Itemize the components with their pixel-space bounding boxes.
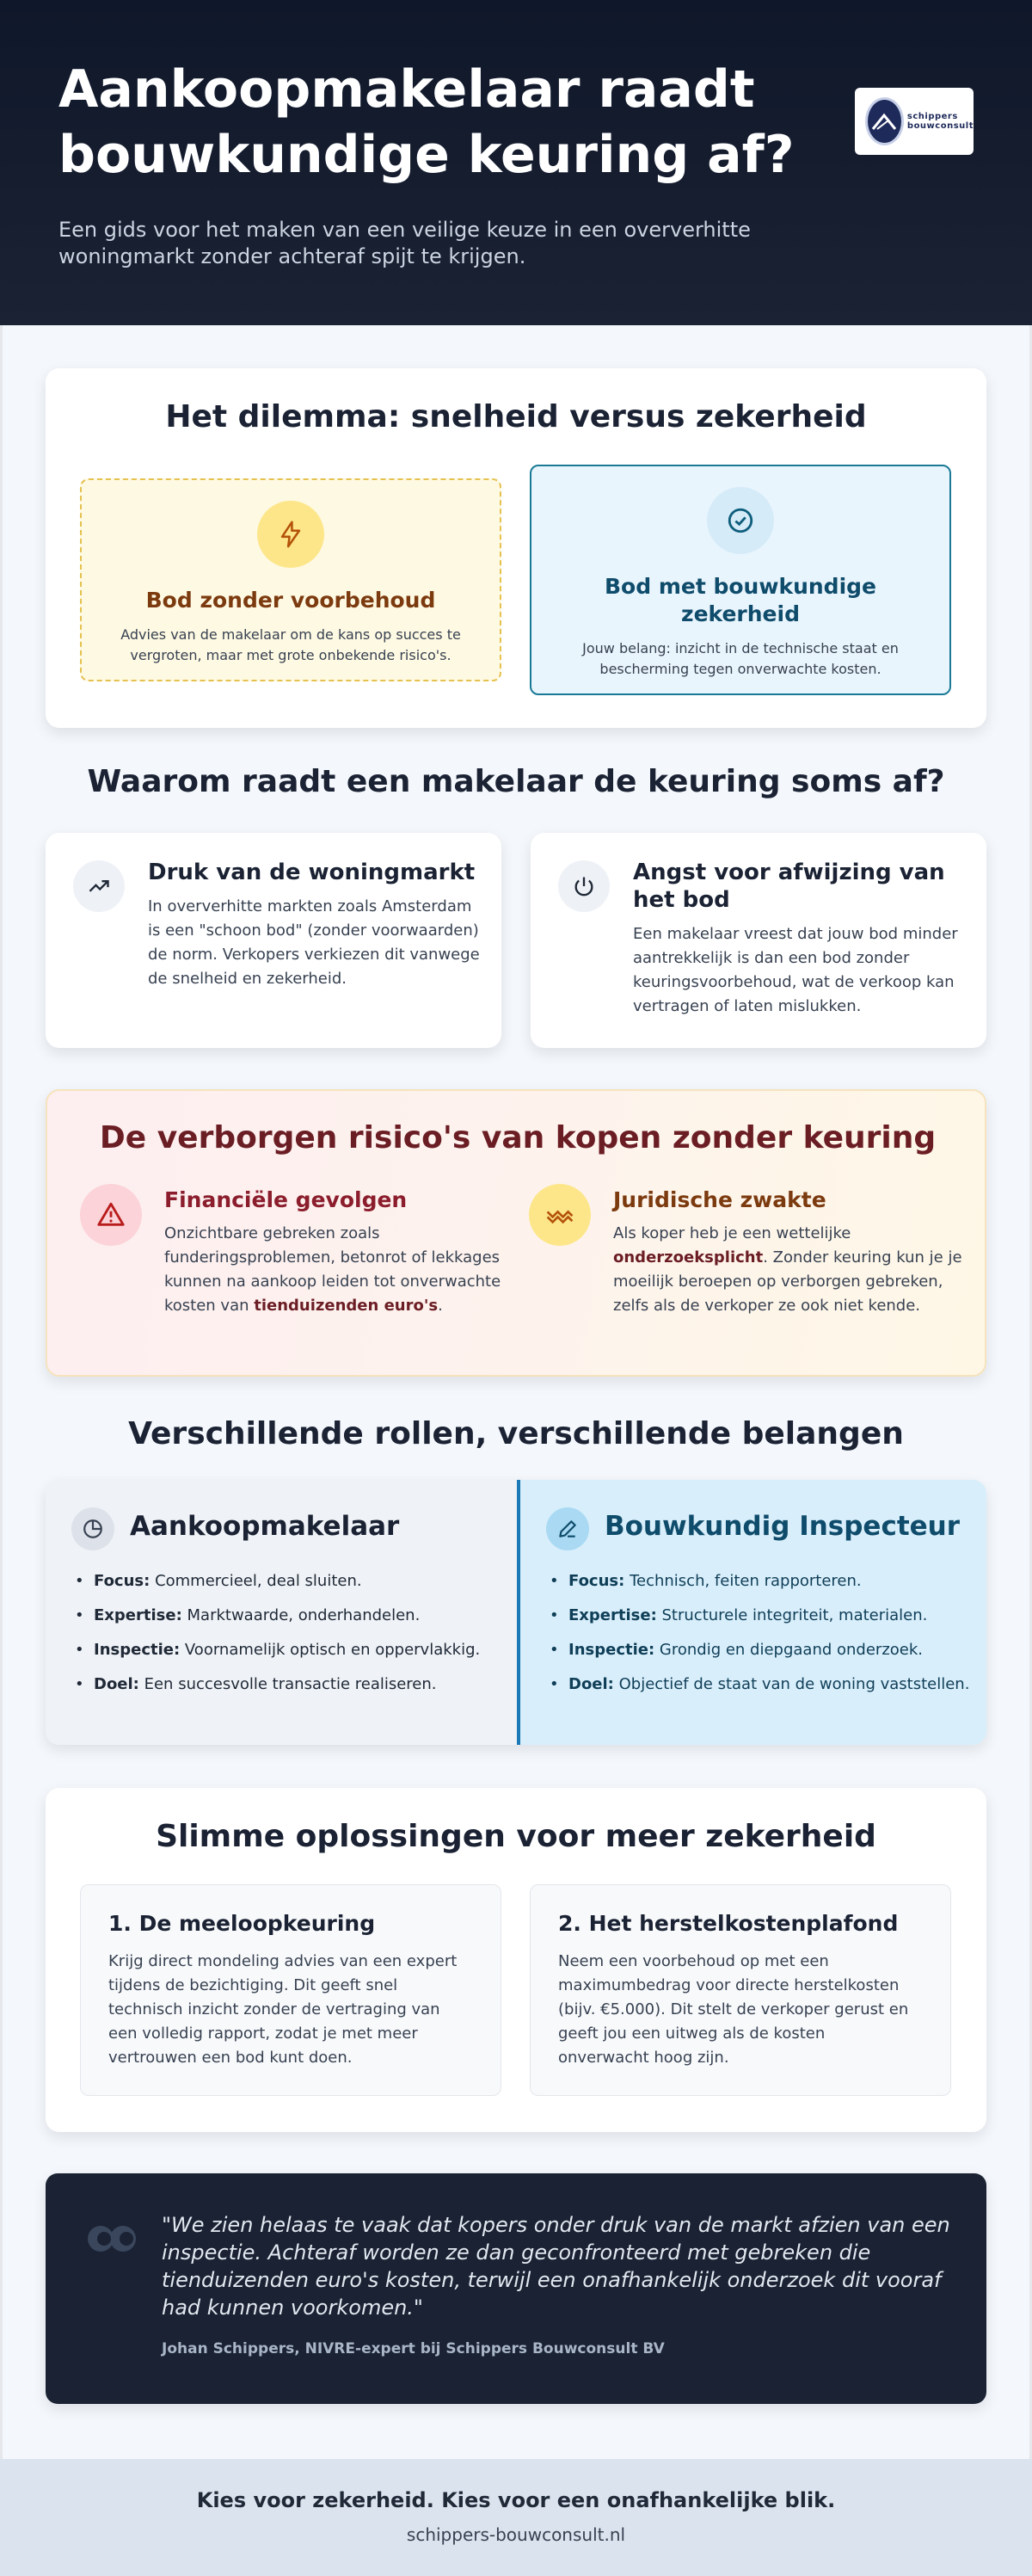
dilemma-title: Het dilemma: snelheid versus zekerheid [165,399,867,434]
why-item-title: Angst voor afwijzing van het bod [633,860,945,913]
page-header [0,0,1032,325]
role-purchase-broker [46,1480,517,1745]
list-item: • Expertise: Structurele integriteit, materialen. [546,1604,976,1628]
hidden-risks-card [46,1089,986,1377]
company-logo[interactable] [855,88,974,155]
footer-website-link[interactable]: schippers-bouwconsult.nl [406,2524,626,2545]
option-a-title: Bod zonder voorbehoud [145,588,436,613]
role-broker-list [71,1569,501,1707]
why-item-text: In oververhitte markten zoals Amsterdam is een "schoon bod" (zonder voorwaarden) de norm. Verkopers verkiezen dit vanwege de snelheid en zekerheid. [148,897,480,988]
why-item-fear-rejection [531,833,986,1048]
logo-mark-icon [865,97,904,145]
list-item: • Expertise: Marktwaarde, onderhandelen. [71,1604,501,1628]
solution-text: Krijg direct mondeling advies van een expert tijdens de bezichtiging. Dit geeft snel technisch inzicht zonder de vertraging van een volledig rapport, zodat je met meer vertrouwen een bod kunt doen. [108,1952,458,2067]
roles-title: Verschillende rollen, verschillende belangen [128,1416,904,1451]
why-item-text: Een makelaar vreest dat jouw bod minder aantrekkelijk is dan een bod zonder keuringsvoorbehoud, wat de verkoop kan vertragen of laten mislukken. [633,925,958,1015]
solution-title: 1. De meeloopkeuring [108,1911,376,1936]
solution-repair-cost-cap [530,1884,951,2096]
why-item-title: Druk van de woningmarkt [148,860,476,885]
risk-legal-title: Juridische zwakte [613,1187,826,1212]
option-bid-with-inspection [530,465,951,695]
why-title: Waarom raadt een makelaar de keuring soms af? [87,764,945,799]
expert-quote [46,2173,986,2404]
solutions-title: Slimme oplossingen voor meer zekerheid [156,1819,876,1854]
logo-line-1: schippers [906,112,958,121]
role-building-inspector [517,1480,986,1745]
dilemma-card [46,368,986,728]
power-icon [558,860,610,912]
quote-text: "We zien helaas te vaak dat kopers onder druk van de markt afzien van een inspectie. Achteraf worden ze dan geconfronteerd met gebreken die tienduizenden euro's kosten, terwijl een onafhankelijk onderzoek dit vooraf had kunnen voorkomen." [162,2213,950,2320]
check-circle-icon [707,487,774,554]
warning-icon [80,1184,142,1246]
risk-financial-highlight: tienduizenden euro's [254,1297,439,1315]
solutions-card [46,1788,986,2132]
solution-walkthrough-inspection [80,1884,501,2096]
list-item: • Doel: Een succesvolle transactie realiseren. [71,1673,501,1697]
option-b-text: Jouw belang: inzicht in de technische staat en bescherming tegen onverwachte kosten. [582,640,899,677]
solution-text: Neem een voorbehoud op met een maximumbedrag voor directe herstelkosten (bijv. €5.000). Dit stelt de verkoper gerust en geeft jou een uitweg als de kosten onverwacht hoog zijn. [558,1952,909,2067]
option-bid-without-condition [80,478,501,681]
logo-line-2: bouwconsult [906,121,974,131]
lightning-icon [257,501,324,568]
list-item: • Doel: Objectief de staat van de woning vaststellen. [546,1673,976,1697]
risks-title: De verborgen risico's van kopen zonder keuring [99,1120,937,1156]
option-a-text: Advies van de makelaar om de kans op succes te vergroten, maar met grote onbekende risico's. [120,626,461,663]
pie-chart-icon [71,1507,114,1550]
roles-comparison-card [46,1480,986,1745]
list-item: • Inspectie: Voornamelijk optisch en oppervlakkig. [71,1638,501,1662]
risk-financial-text: Onzichtbare gebreken zoals funderingsproblemen, betonrot of lekkages kunnen na aankoop leiden tot onverwachte kosten van tienduizenden euro's. [164,1224,501,1315]
footer-cta: Kies voor zekerheid. Kies voor een onafhankelijke blik. [196,2488,836,2512]
quote-author: Johan Schippers, NIVRE-expert bij Schippers Bouwconsult BV [162,2340,665,2357]
trending-up-icon [73,860,125,912]
risk-legal-text: Als koper heb je een wettelijke onderzoeksplicht. Zonder keuring kun je je moeilijk beroepen op verborgen gebreken, zelfs als de verkoper ze ook niet kende. [613,1224,962,1315]
quote-icon [85,2220,140,2261]
list-item: • Inspectie: Grondig en diepgaand onderzoek. [546,1638,976,1662]
option-b-title: Bod met bouwkundige zekerheid [605,574,876,626]
role-inspector-list [546,1569,976,1707]
page-title: Aankoopmakelaar raadt bouwkundige keuring af? [58,59,795,185]
role-inspector-title: Bouwkundig Inspecteur [605,1511,961,1542]
zigzag-icon [529,1184,591,1246]
page-footer [0,2459,1032,2576]
pencil-icon [546,1507,589,1550]
page-subtitle: Een gids voor het maken van een veilige keuze in een oververhitte woningmarkt zonder achteraf spijt te krijgen. [58,218,751,268]
why-item-market-pressure [46,833,501,1048]
logo-text [907,112,974,131]
list-item: • Focus: Technisch, feiten rapporteren. [546,1569,976,1593]
risk-financial-title: Financiële gevolgen [164,1187,408,1212]
role-broker-title: Aankoopmakelaar [130,1511,400,1542]
solution-title: 2. Het herstelkostenplafond [558,1911,899,1936]
risk-legal-highlight: onderzoeksplicht [613,1248,764,1266]
list-item: • Focus: Commercieel, deal sluiten. [71,1569,501,1593]
